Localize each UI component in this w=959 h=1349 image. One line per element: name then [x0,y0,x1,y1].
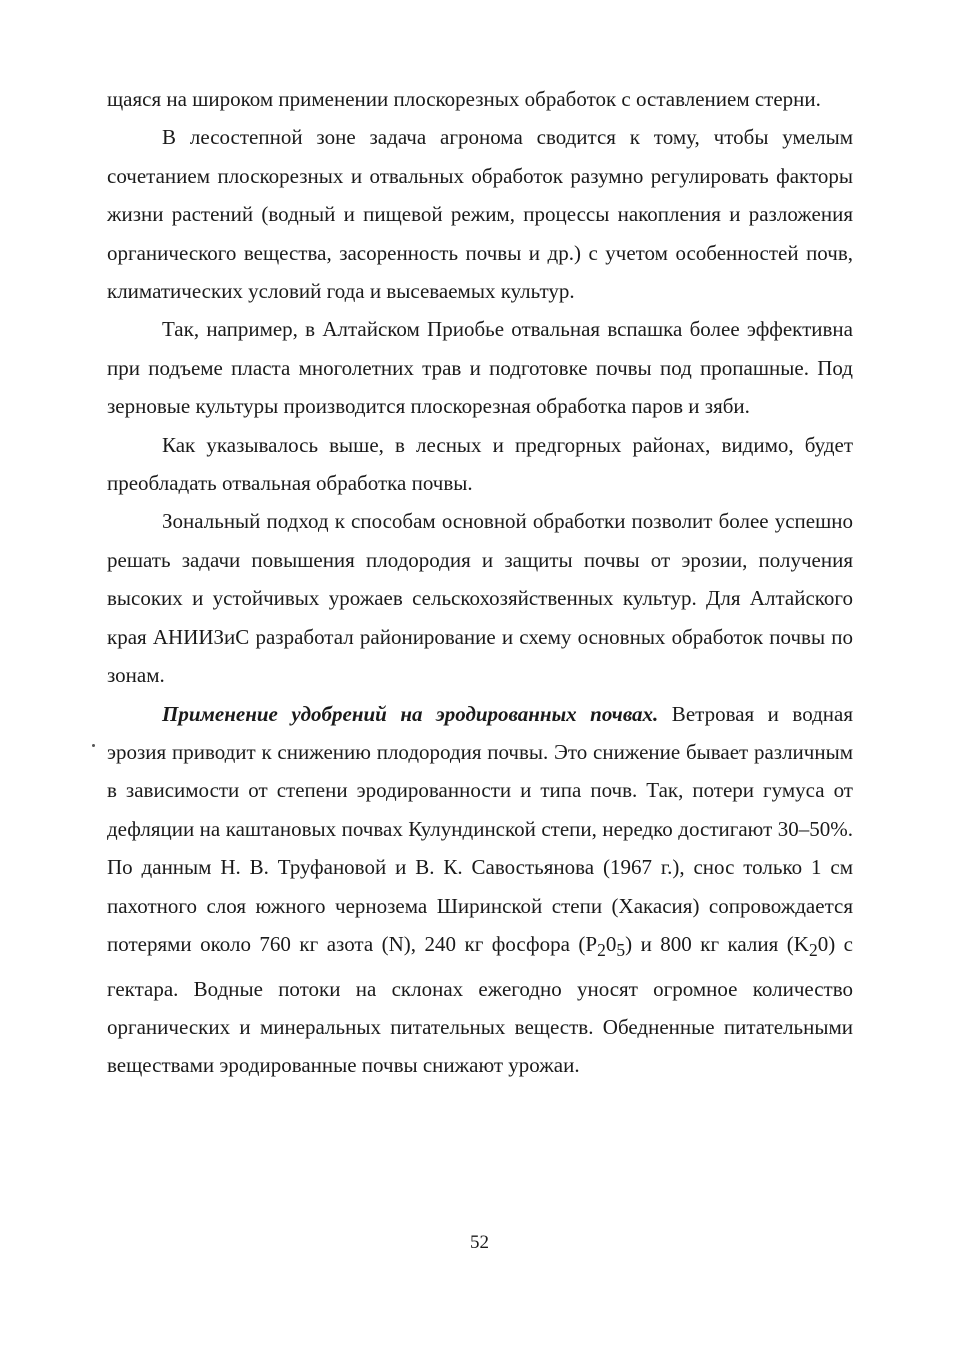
margin-dot [92,744,95,747]
paragraph: В лесостепной зоне задача агронома сводится к тому, чтобы умелым сочетанием плоскорезных и отвальных обработок разумно регулировать факторы жизни растений (водный и пищевой режим, процессы накопления и разложения органического вещества, засоренность почвы и др.) с учетом особенностей почв, климатических условий года и высеваемых культур. [107,125,853,304]
section-text: 0) с гектара. Водные потоки на склонах ежегодно уносят огромное количество органических и минеральных питательных веществ. Обедненные питательными веществами эродированные почвы снижают урожаи. [107,931,853,1078]
subscript: 5 [616,940,626,961]
paragraph: Так, например, в Алтайском Приобье отвальная вспашка более эффективна при подъеме пласта многолетних трав и подготовке почвы под пропашные. Под зерновые культуры производится плоскорезная обработка паров и зяби. [107,317,853,419]
subscript: 2 [808,940,818,961]
document-body [107,80,853,1085]
paragraph: Зональный подход к способам основной обработки позволит более успешно решать задачи повышения плодородия и защиты почвы от эрозии, получения высоких и устойчивых урожаев сельскохозяйственных культур. Для Алтайского края АНИИЗиС разработал районирование и схему основных обработок почвы по зонам. [107,509,853,688]
section-paragraph [107,695,853,1085]
section-text: ) и 800 кг калия (K [625,931,809,956]
paragraph: щаяся на широком применении плоскорезных обработок с оставлением стерни. [107,87,821,111]
page-number: 52 [470,1232,489,1253]
subscript: 2 [597,940,606,961]
section-text: Ветровая и водная эрозия приводит к снижению плодородия почвы. Это снижение бывает различным в зависимости от степени эродированности и типа почв. Так, потери гумуса от дефляции на каштановых почвах Кулундинской степи, нередко достигают 30–50%. По данным Н. В. Труфановой и В. К. Савостьянова (1967 г.), снос только 1 см пахотного слоя южного чернозема Ширинской степи (Хакасия) сопровождается потерями около 760 кг азота (N), 240 кг фосфора (P [107,701,853,956]
section-heading: Применение удобрений на эродированных почвах. [162,701,659,726]
section-text: 0 [605,931,617,956]
paragraph: Как указывалось выше, в лесных и предгорных районах, видимо, будет преобладать отвальная обработка почвы. [107,432,853,496]
